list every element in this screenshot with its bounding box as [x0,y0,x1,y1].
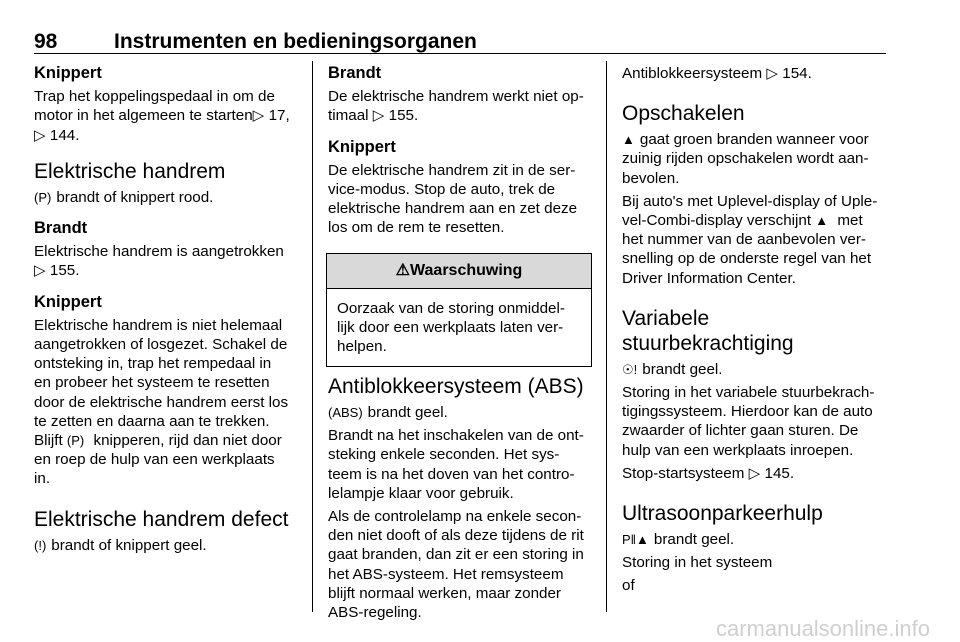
header-rule [34,53,886,54]
heading-stuurbekrachtiging: stuurbekrachtiging [622,331,794,355]
parking-assist-icon: P‖▲ [622,532,649,548]
ref-arrow-icon: ▷ [744,464,761,482]
warning-box [326,253,592,367]
heading-ultrasoonparkeerhulp: Ultrasoonparkeerhulp [622,502,823,526]
page-header [34,30,886,52]
heading-brandt: Brandt [34,219,88,238]
heading-elektrische-handrem: Elektrische handrem [34,159,226,183]
watermark: carmanualsonline.info [715,616,930,641]
column-1: Knippert Trap het koppelingspedaal in om de motor in het algemeen te starten▷ 17, ▷ 144. Elektrische handrem (P) brandt of knippert rood. Brandt Elektrische handrem is aangetrokken ▷ 155. Knippert Elektrische handrem is niet helemaal aangetrokken of losgezet. Schakel de ontsteking in, trap het rempedaal in en probeer het systeem te resetten door de elektrische handrem eerst los te zetten en daarna aan te trekken. Blijft (P) knipperen, rijd dan niet door en roep de hulp van een werkplaats in. Elektrische handrem defect (!) brandt of knippert geel. [34,64,304,555]
page-ref[interactable]: 145. [760,464,795,482]
page-ref[interactable]: 17, [264,107,290,125]
shift-up-icon: ▲ [815,213,829,229]
ref-arrow-icon: ▷ [762,65,779,82]
heading-abs: Antiblokkeersysteem (ABS) [328,375,584,398]
ref-arrow-icon: ▷ [252,107,265,125]
column-divider-2 [606,61,607,612]
heading-opschakelen: Opschakelen [622,102,745,126]
shift-up-icon: ▲ [622,132,635,148]
column-2: Brandt De elektrische handrem werkt niet op- timaal ▷ 155. Knippert De elektrische handrem zit in de ser- vice-modus. Stop de auto, trek de elektrische handrem aan en zet deze los om de rem te resetten. [328,64,596,238]
ref-arrow-icon: ▷ [34,262,46,280]
parking-brake-icon: (P) [34,189,52,205]
heading-knippert-2: Knippert [34,292,102,311]
heading-knippert: Knippert [34,64,102,82]
heading-handrem-defect: Elektrische handrem defect [34,507,289,531]
page-ref[interactable]: 155. [384,107,419,125]
steering-wheel-warning-icon: ☉! [622,361,638,377]
ref-arrow-icon: ▷ [368,107,385,125]
heading-brandt: Brandt [328,64,382,82]
page-title: Instrumenten en bedieningsorganen [114,30,477,53]
warning-body: Oorzaak van de storing onmiddel- lijk door een werkplaats laten ver- helpen. [337,300,565,356]
page-ref[interactable]: 144. [45,126,80,144]
warning-header: ⚠Waarschuwing [327,254,591,289]
brake-fault-icon: (!) [34,537,47,553]
column-divider-1 [312,61,313,612]
ref-arrow-icon: ▷ [34,126,46,144]
parking-brake-icon: (P) [66,433,85,449]
page-ref[interactable]: 155. [45,262,80,280]
abs-icon: (ABS) [328,405,363,420]
heading-variabele: Variabele [622,306,710,330]
page-number: 98 [34,30,58,53]
column-3: Antiblokkeersysteem ▷ 154. Opschakelen ▲ gaat groen branden wanneer voor zuinig rijden opschakelen wordt aan- bevolen. Bij auto's met Uplevel-display of Uple- vel-Combi-display verschijnt ▲ met het nummer van de aanbevolen ver- snelling op de onderste regel van het Driver Information Center. Variabele stuurbekrachtiging ☉! brandt geel. Storing in het variabele stuurbekrach- tigingssysteem. Hierdoor kan de auto zwaarder of lichter gaan sturen. De hulp van een werkplaats inroepen. Stop-startsysteem ▷ 145. Ultrasoonparkeerhulp P‖▲ brandt geel. Storing in het systeem of [622,64,890,596]
warning-triangle-icon: ⚠ [395,262,411,279]
heading-knippert: Knippert [328,137,396,156]
column-2-lower: Antiblokkeersysteem (ABS) (ABS) brandt geel. Brandt na het inschakelen van de ont- steking enkele seconden. Het sys- teem is na het doven van het contro- lelampje klaar voor gebruik. Als de controlelamp na enkele secon- den niet dooft of als deze tijdens de rit gaat branden, dan zit er een storing in het ABS-systeem. Het remsysteem blijft normaal werken, maar zonder ABS-regeling. [328,374,596,622]
page-ref[interactable]: 154. [778,65,812,82]
